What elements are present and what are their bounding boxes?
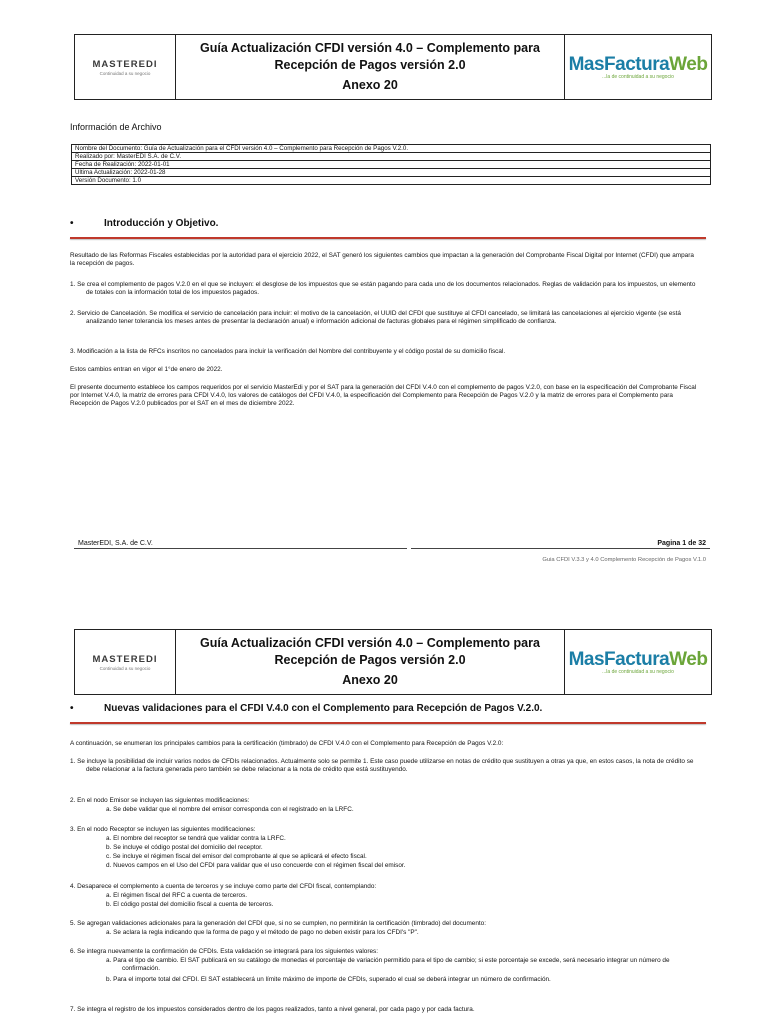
intro-paragraph: Resultado de las Reformas Fiscales establecidas por la autoridad para el ejercicio 2022, el SAT generó los siguientes cambios que impactan a la generación del Comprobante Fiscal Digital por Internet (CFDI) que ampara la recepción de pagos. — [70, 252, 694, 268]
masteredi-logo-text: MASTEREDI — [92, 58, 158, 70]
title-line-1: Guía Actualización CFDI versión 4.0 – Complemento para — [200, 41, 540, 55]
masteredi-logo-tagline: Continuidad a su negocio — [99, 665, 151, 671]
table-row: Última Actualización: 2022-01-28 — [72, 169, 711, 177]
list-item: 6. Se integra nuevamente la confirmación de CFDIs. Esta validación se integrará para los siguientes valores: — [70, 948, 378, 955]
sub-list-item: a. Para el tipo de cambio. El SAT publicará en su catálogo de monedas el porcentaje de variación permitido para el tipo de cambio; si este porcentaje se excede, será necesario integrar un número de confirmación. — [106, 957, 670, 973]
sub-list-item: a. El régimen fiscal del RFC a cuenta de terceros. — [106, 892, 248, 899]
closing-paragraph: El presente documento establece los campos requeridos por el servicio MasterEdi y por el SAT para la generación del CFDI V.4.0 con el complemento de pagos V.2.0, con base en la especificación del Comprobante Fiscal por Internet V.4.0, la matriz de errores para CFDI V.4.0, los valores de catálogos del CFDI V.4.0, la especificación del Complemento para Recepción de Pagos V.2.0 y la matriz de errores para el Complemento para Recepción de Pagos V.2.0 publicados por el SAT en el mes de diciembre 2022. — [70, 384, 697, 408]
logo-text-b: Web — [669, 649, 708, 670]
effective-date: Estos cambios entran en vigor el 1°de enero de 2022. — [70, 366, 223, 373]
document-header — [74, 629, 712, 695]
list-item: 1. Se crea el complemento de pagos V.2.0 en el que se incluyen: el desglose de los impuestos que se están pagando para cada uno de los documentos relacionados. Reglas de validación para los impuestos, un elemento de totales con la información total de los impuestos pagados. — [70, 281, 696, 297]
bullet-icon: • — [70, 218, 74, 229]
list-item: 5. Se agregan validaciones adicionales para la generación del CFDI que, si no se cumplen, no permitirán la certificación (timbrado) del documento: — [70, 920, 486, 927]
list-item: 1. Se incluye la posibilidad de incluir varios nodos de CFDIs relacionados. Actualmente solo se permite 1. Este caso puede utilizarse en notas de crédito que sustituyen a otras ya que, en estos casos, la nota de crédito se debe relacionar a la factura generada pero también se debe relacionar a la nota de crédito que está sustituyendo. — [70, 758, 694, 774]
title-line-2: Recepción de Pagos versión 2.0 — [274, 653, 466, 667]
masteredi-logo-tagline: Continuidad a su negocio — [99, 70, 151, 76]
intro-paragraph: A continuación, se enumeran los principales cambios para la certificación (timbrado) de CFDI V.4.0 con el Complemento para Recepción de Pagos V.2.0: — [70, 740, 504, 747]
table-row: Nombre del Documento: Guía de Actualización para el CFDI versión 4.0 – Complemento para Recepción de Pagos V.2.0. — [72, 145, 711, 153]
list-item: 4. Desaparece el complemento a cuenta de terceros y se incluye como parte del CFDI fiscal, contemplando: — [70, 883, 377, 890]
page-number: Pagina 1 de 32 — [657, 540, 706, 547]
footer-doc-name: Guia CFDI V.3.3 y 4.0 Complemento Recepción de Pagos V.1.0 — [542, 557, 706, 563]
table-row: Fecha de Realización: 2022-01-01 — [72, 161, 711, 169]
masteredi-logo — [75, 630, 176, 694]
masteredi-logo-text: MASTEREDI — [92, 653, 158, 665]
sub-list-item: b. Para el importe total del CFDI. El SAT establecerá un límite máximo de importe de CFDIs, superado el cual se deberá integrar un número de confirmación. — [106, 976, 551, 983]
footer-company: MasterEDI, S.A. de C.V. — [78, 540, 153, 547]
logo-text-a: MasFactura — [568, 649, 670, 670]
title-line-1: Guía Actualización CFDI versión 4.0 – Complemento para — [200, 636, 540, 650]
document-title — [176, 630, 565, 694]
bullet-icon: • — [70, 703, 74, 714]
list-item: 7. Se integra el registro de los impuestos considerados dentro de los pagos realizados, tanto a nivel general, por cada pago y por cada factura. — [70, 1006, 475, 1013]
logo-text-a: MasFactura — [568, 54, 670, 75]
sub-list-item: a. Se debe validar que el nombre del emisor corresponda con el registrado en la LRFC. — [106, 806, 354, 813]
annex-label: Anexo 20 — [342, 78, 398, 92]
sub-list-item: a. El nombre del receptor se tendrá que validar contra la LRFC. — [106, 835, 286, 842]
section-divider — [70, 722, 706, 724]
logo-text-b: Web — [669, 54, 708, 75]
list-item: 2. En el nodo Emisor se incluyen las siguientes modificaciones: — [70, 797, 250, 804]
masfacturaweb-tagline: ...la de continuidad a su negocio — [602, 669, 674, 675]
sub-list-item: b. Se incluye el código postal del domicilio del receptor. — [106, 844, 263, 851]
masfacturaweb-logo — [565, 630, 711, 694]
sub-list-item: a. Se aclara la regla indicando que la forma de pago y el método de pago no deben existir para los CFDI's "P". — [106, 929, 419, 936]
annex-label: Anexo 20 — [342, 673, 398, 687]
table-row: Versión Documento: 1.0 — [72, 177, 711, 185]
list-item: 3. En el nodo Receptor se incluyen las siguientes modificaciones: — [70, 826, 256, 833]
list-item: 2. Servicio de Cancelación. Se modifica el servicio de cancelación para incluir: el motivo de la cancelación, el UUID del CFDI que sustituye al CFDI cancelado, se limitará las cancelaciones al ejercicio vigente (se está analizando tener tolerancia los meses antes de presentar la declaración anual) e información adicional de facturas globales para el régimen simplificado de confianza. — [70, 310, 681, 326]
masfacturaweb-tagline: ...la de continuidad a su negocio — [602, 74, 674, 80]
title-line-2: Recepción de Pagos versión 2.0 — [274, 58, 466, 72]
table-row: Realizado por: MasterEDI S.A. de C.V. — [72, 153, 711, 161]
list-item: 3. Modificación a la lista de RFCs inscritos no cancelados para incluir la verificación del Nombre del contribuyente y el código postal de su domicilio fiscal. — [70, 348, 506, 355]
section-heading: • Nuevas validaciones para el CFDI V.4.0 con el Complemento para Recepción de Pagos V.2.0. — [70, 703, 543, 714]
sub-list-item: d. Nuevos campos en el Uso del CFDI para validar que el uso concuerde con el régimen fiscal del emisor. — [106, 862, 406, 869]
sub-list-item: b. El código postal del domicilio fiscal a cuenta de terceros. — [106, 901, 274, 908]
sub-list-item: c. Se incluye el régimen fiscal del emisor del comprobante al que se aplicará el efecto fiscal. — [106, 853, 367, 860]
section-heading: • Introducción y Objetivo. — [70, 218, 219, 229]
info-title: Información de Archivo — [70, 122, 162, 132]
